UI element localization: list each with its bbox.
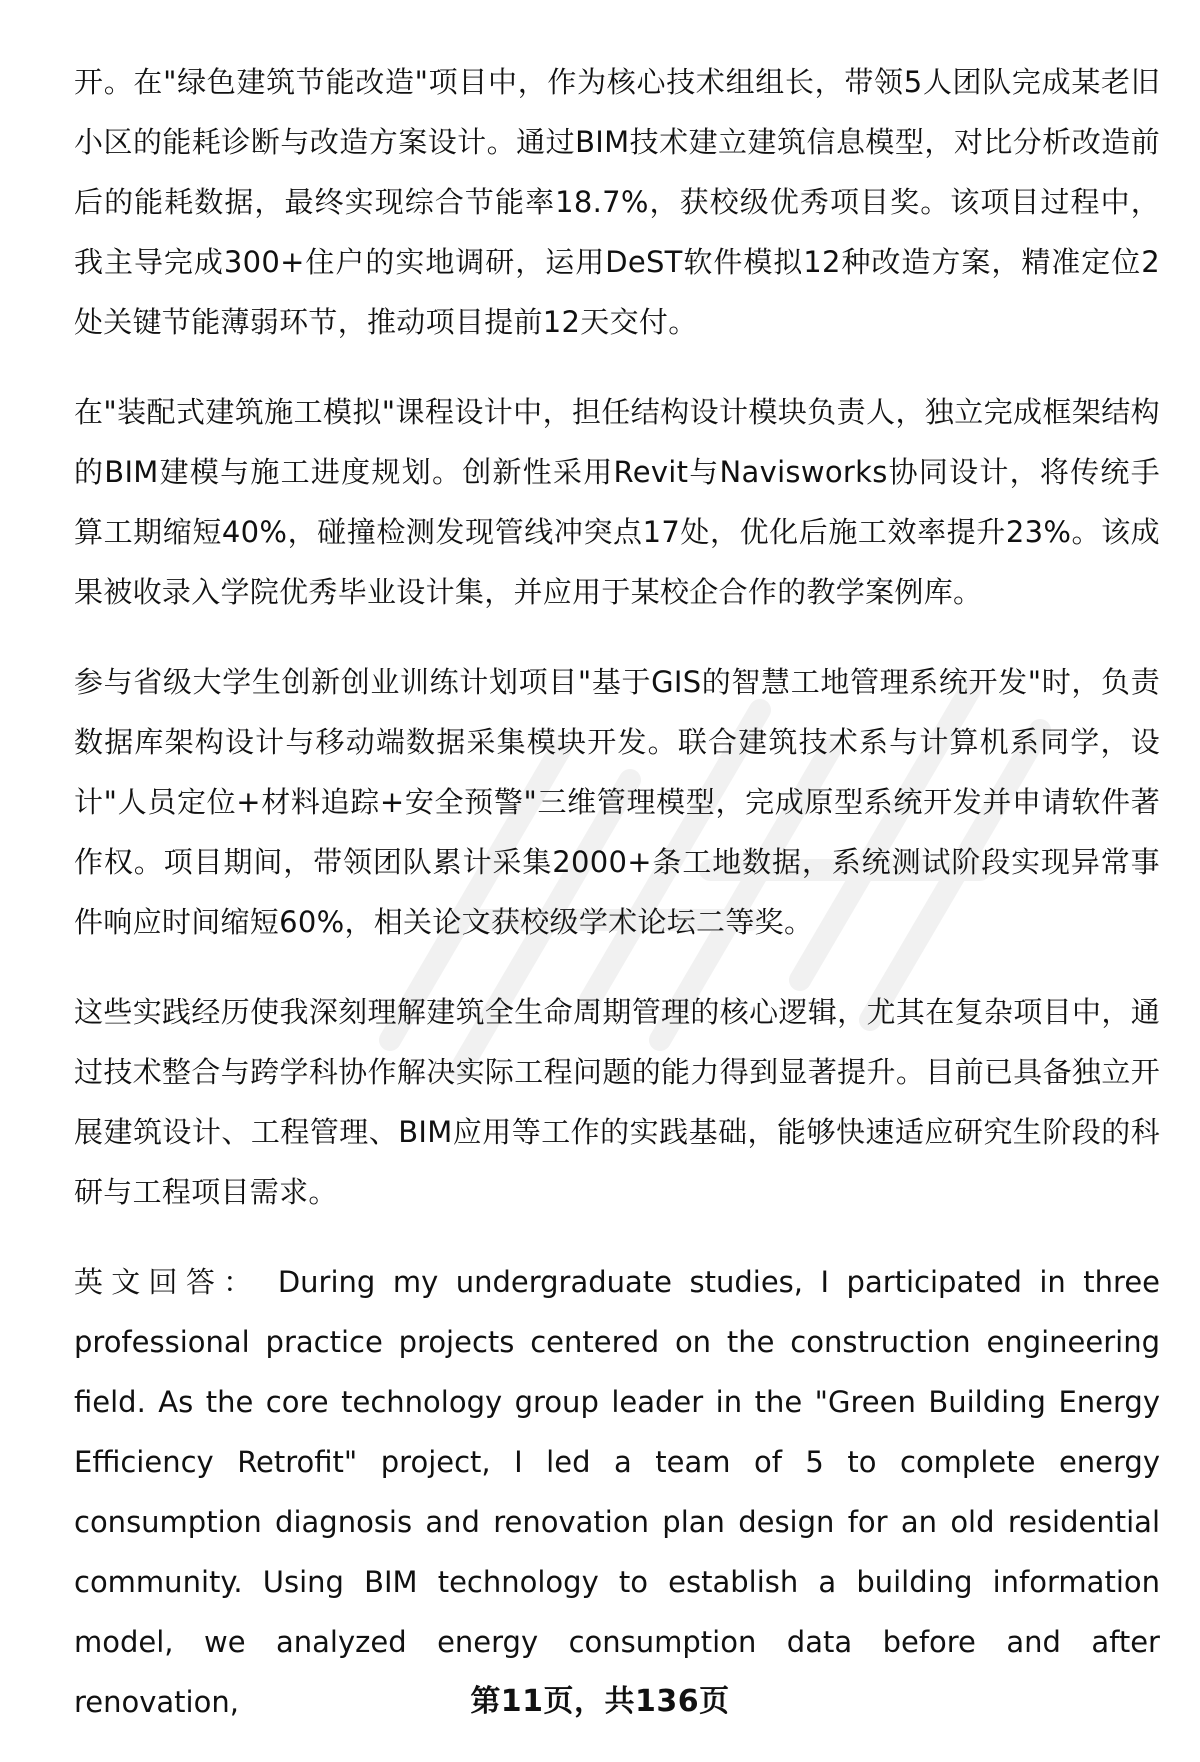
paragraph-gis-project: 参与省级大学生创新创业训练计划项目"基于GIS的智慧工地管理系统开发"时，负责数据库架构设计与移动端数据采集模块开发。联合建筑技术系与计算机系同学，设计"人员定位+材料追踪+安全预警"三维管理模型，完成原型系统开发并申请软件著作权。项目期间，带领团队累计采集2000+条工地数据，系统测试阶段实现异常事件响应时间缩短60%，相关论文获校级学术论坛二等奖。	[74, 665, 1160, 939]
paragraph-english-answer: 英文回答： During my undergraduate studies, I participated in three professional practice projects centered on the construction engineering field. As the core technology group leader in the "Green Building Energy Efficiency Retrofit" project, I led a team of 5 to complete energy consumption diagnosis and renovation plan design for an old residential community. Using BIM technology to establish a building information model, we analyzed energy consumption data before and after renovation,	[74, 1265, 1160, 1719]
paragraph-summary: 这些实践经历使我深刻理解建筑全生命周期管理的核心逻辑，尤其在复杂项目中，通过技术整合与跨学科协作解决实际工程问题的能力得到显著提升。目前已具备独立开展建筑设计、工程管理、BIM应用等工作的实践基础，能够快速适应研究生阶段的科研与工程项目需求。	[74, 995, 1160, 1209]
document-body	[74, 52, 1160, 1762]
paragraph-green-building: 开。在"绿色建筑节能改造"项目中，作为核心技术组组长，带领5人团队完成某老旧小区的能耗诊断与改造方案设计。通过BIM技术建立建筑信息模型，对比分析改造前后的能耗数据，最终实现综合节能率18.7%，获校级优秀项目奖。该项目过程中，我主导完成300+住户的实地调研，运用DeST软件模拟12种改造方案，精准定位2处关键节能薄弱环节，推动项目提前12天交付。	[74, 65, 1160, 339]
paragraph-prefab-construction: 在"装配式建筑施工模拟"课程设计中，担任结构设计模块负责人，独立完成框架结构的BIM建模与施工进度规划。创新性采用Revit与Navisworks协同设计，将传统手算工期缩短40%，碰撞检测发现管线冲突点17处，优化后施工效率提升23%。该成果被收录入学院优秀毕业设计集，并应用于某校企合作的教学案例库。	[74, 395, 1160, 609]
page-number-footer: 第11页，共136页	[470, 1684, 730, 1719]
